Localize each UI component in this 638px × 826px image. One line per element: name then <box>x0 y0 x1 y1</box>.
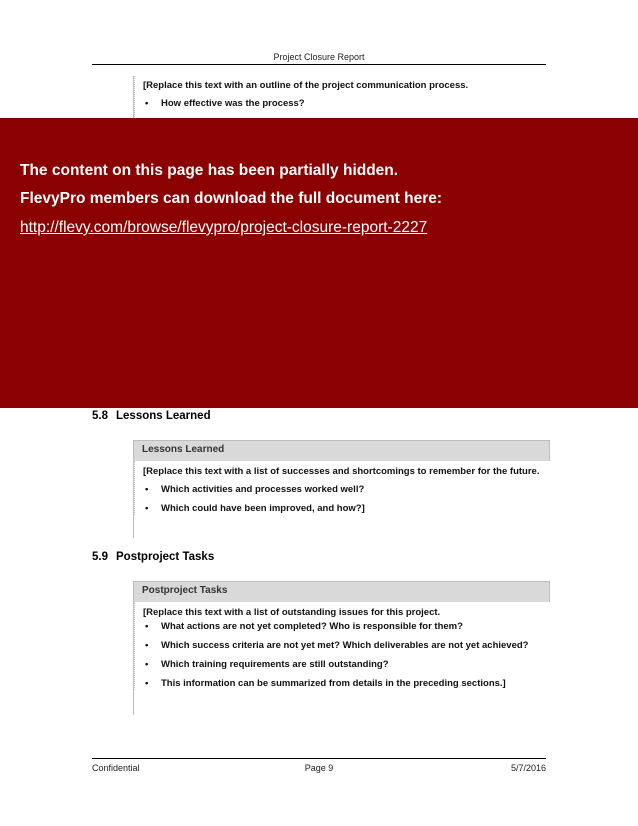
section-number: 5.8 <box>92 410 108 422</box>
box-title: Lessons Learned <box>134 440 550 461</box>
communication-intro: [Replace this text with an outline of the project communication process. <box>143 80 469 91</box>
list-item <box>143 640 542 652</box>
list-item <box>143 503 542 515</box>
bullet-text: How effective was the process? <box>161 98 305 109</box>
section-title: Lessons Learned <box>116 410 211 422</box>
bullet-icon: • <box>145 98 149 109</box>
bullet-icon: • <box>145 640 149 651</box>
bullet-icon: • <box>145 659 149 670</box>
overlay-message: The content on this page has been partially hidden. <box>20 162 399 179</box>
bullet-icon: • <box>145 484 149 495</box>
box-title: Postproject Tasks <box>134 581 550 602</box>
page-header-title: Project Closure Report <box>273 52 365 62</box>
overlay-download-link[interactable]: http://flevy.com/browse/flevypro/project-closure-report-2227 <box>20 219 428 236</box>
bullet-text: Which activities and processes worked well? <box>161 484 365 495</box>
list-item <box>143 659 542 671</box>
section-heading-postproject-tasks <box>92 551 392 567</box>
footer-confidential: Confidential <box>92 763 140 773</box>
bullet-icon: • <box>145 621 149 632</box>
lessons-learned-box-body <box>134 461 550 515</box>
hidden-content-overlay <box>0 118 638 408</box>
list-item <box>143 484 542 496</box>
bullet-icon: • <box>145 503 149 514</box>
section-title: Postproject Tasks <box>116 551 215 563</box>
section-number: 5.9 <box>92 551 108 563</box>
footer-page-number: Page 9 <box>304 763 334 773</box>
bullet-text: What actions are not yet completed? Who is responsible for them? <box>161 621 463 632</box>
overlay-download-message: FlevyPro members can download the full document here: <box>20 190 443 207</box>
bullet-text: Which could have been improved, and how?] <box>161 503 365 514</box>
postproject-tasks-box-body <box>134 602 550 690</box>
section-heading-lessons-learned <box>92 410 392 426</box>
bullet-text: Which success criteria are not yet met? Which deliverables are not yet achieved? <box>161 640 529 651</box>
postproject-tasks-box <box>133 581 550 715</box>
bullet-icon: • <box>145 678 149 689</box>
header-rule <box>92 64 546 65</box>
footer-date: 5/7/2016 <box>510 763 546 773</box>
list-item <box>143 98 542 110</box>
bullet-text: Which training requirements are still outstanding? <box>161 659 389 670</box>
list-item <box>143 621 542 633</box>
postproject-intro: [Replace this text with a list of outstanding issues for this project. <box>143 607 441 618</box>
lessons-learned-box <box>133 440 550 538</box>
footer-rule <box>92 758 546 759</box>
bullet-text: This information can be summarized from details in the preceding sections.] <box>161 678 506 689</box>
list-item <box>143 678 542 690</box>
lessons-intro: [Replace this text with a list of successes and shortcomings to remember for the future. <box>143 466 540 477</box>
